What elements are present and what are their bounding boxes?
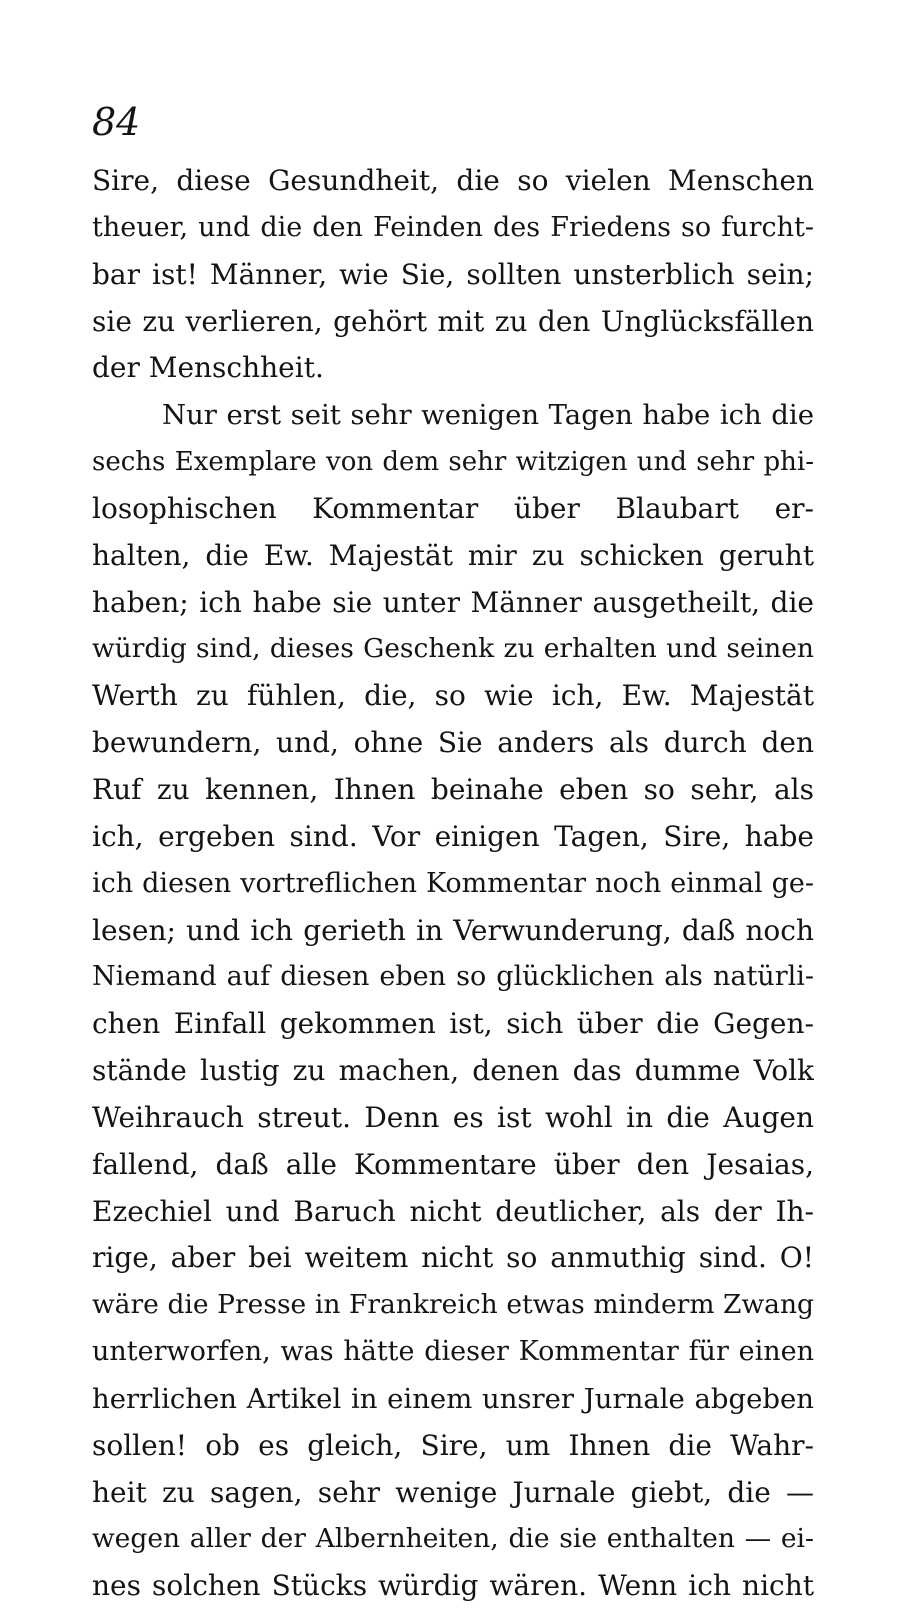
text-line: der Menschheit. <box>92 351 324 385</box>
text-line: rige, aber bei weitem nicht so anmuthig sind. O! <box>92 1241 814 1275</box>
text-line: Niemand auf diesen eben so glücklichen als natürli- <box>92 961 814 993</box>
text-line: Sire, diese Gesundheit, die so vielen Menschen <box>92 164 814 197</box>
text-line: ich, ergeben sind. Vor einigen Tagen, Sire, habe <box>92 819 814 853</box>
text-line: würdig sind, dieses Geschenk zu erhalten und seinen <box>92 633 814 665</box>
text-line: losophischen Kommentar über Blaubart er- <box>92 491 814 525</box>
paragraph <box>92 392 814 1610</box>
text-line: halten, die Ew. Majestät mir zu schicken geruht <box>92 538 814 572</box>
text-line: lesen; und ich gerieth in Verwunderung, daß noch <box>92 913 814 947</box>
text-line: Ruf zu kennen, Ihnen beinahe eben so sehr, als <box>92 772 814 806</box>
text-line: heit zu sagen, sehr wenige Jurnale giebt, die — <box>92 1475 814 1509</box>
text-line: haben; ich habe sie unter Männer ausgetheilt, die <box>92 585 814 619</box>
text-line: Werth zu fühlen, die, so wie ich, Ew. Majestät <box>92 679 814 713</box>
page-number: 84 <box>92 100 141 144</box>
text-line: stände lustig zu machen, denen das dumme Volk <box>92 1054 814 1088</box>
text-line: bewundern, und, ohne Sie anders als durch den <box>92 726 814 760</box>
text-line: chen Einfall gekommen ist, sich über die Gegen- <box>92 1007 814 1041</box>
text-line: ich diesen vortreflichen Kommentar noch einmal ge- <box>92 867 814 899</box>
text-line: Ezechiel und Baruch nicht deutlicher, als der Ih- <box>92 1194 814 1228</box>
text-line: sollen! ob es gleich, Sire, um Ihnen die Wahr- <box>92 1428 814 1462</box>
text-line: unterworfen, was hätte dieser Kommentar für einen <box>92 1336 814 1368</box>
text-line: wäre die Presse in Frankreich etwas minderm Zwang <box>92 1289 814 1321</box>
text-line: herrlichen Artikel in einem unsrer Jurnale abgeben <box>92 1382 814 1415</box>
text-line: Weihrauch streut. Denn es ist wohl in die Augen <box>92 1100 814 1134</box>
paragraph <box>92 158 814 392</box>
text-line: wegen aller der Albernheiten, die sie enthalten — ei- <box>92 1523 814 1555</box>
text-line: sie zu verlieren, gehört mit zu den Unglücksfällen <box>92 304 814 338</box>
text-line: nes solchen Stücks würdig wären. Wenn ich nicht <box>92 1569 814 1603</box>
text-line: sechs Exemplare von dem sehr witzigen und sehr phi- <box>92 447 814 478</box>
text-line: fallend, daß alle Kommentare über den Jesaias, <box>92 1147 814 1181</box>
body-text <box>92 158 814 1610</box>
text-line: theuer, und die den Feinden des Friedens so furcht- <box>92 211 814 243</box>
text-line: Nur erst seit sehr wenigen Tagen habe ich die <box>162 399 814 432</box>
text-line: bar ist! Männer, wie Sie, sollten unsterblich sein; <box>92 257 814 291</box>
